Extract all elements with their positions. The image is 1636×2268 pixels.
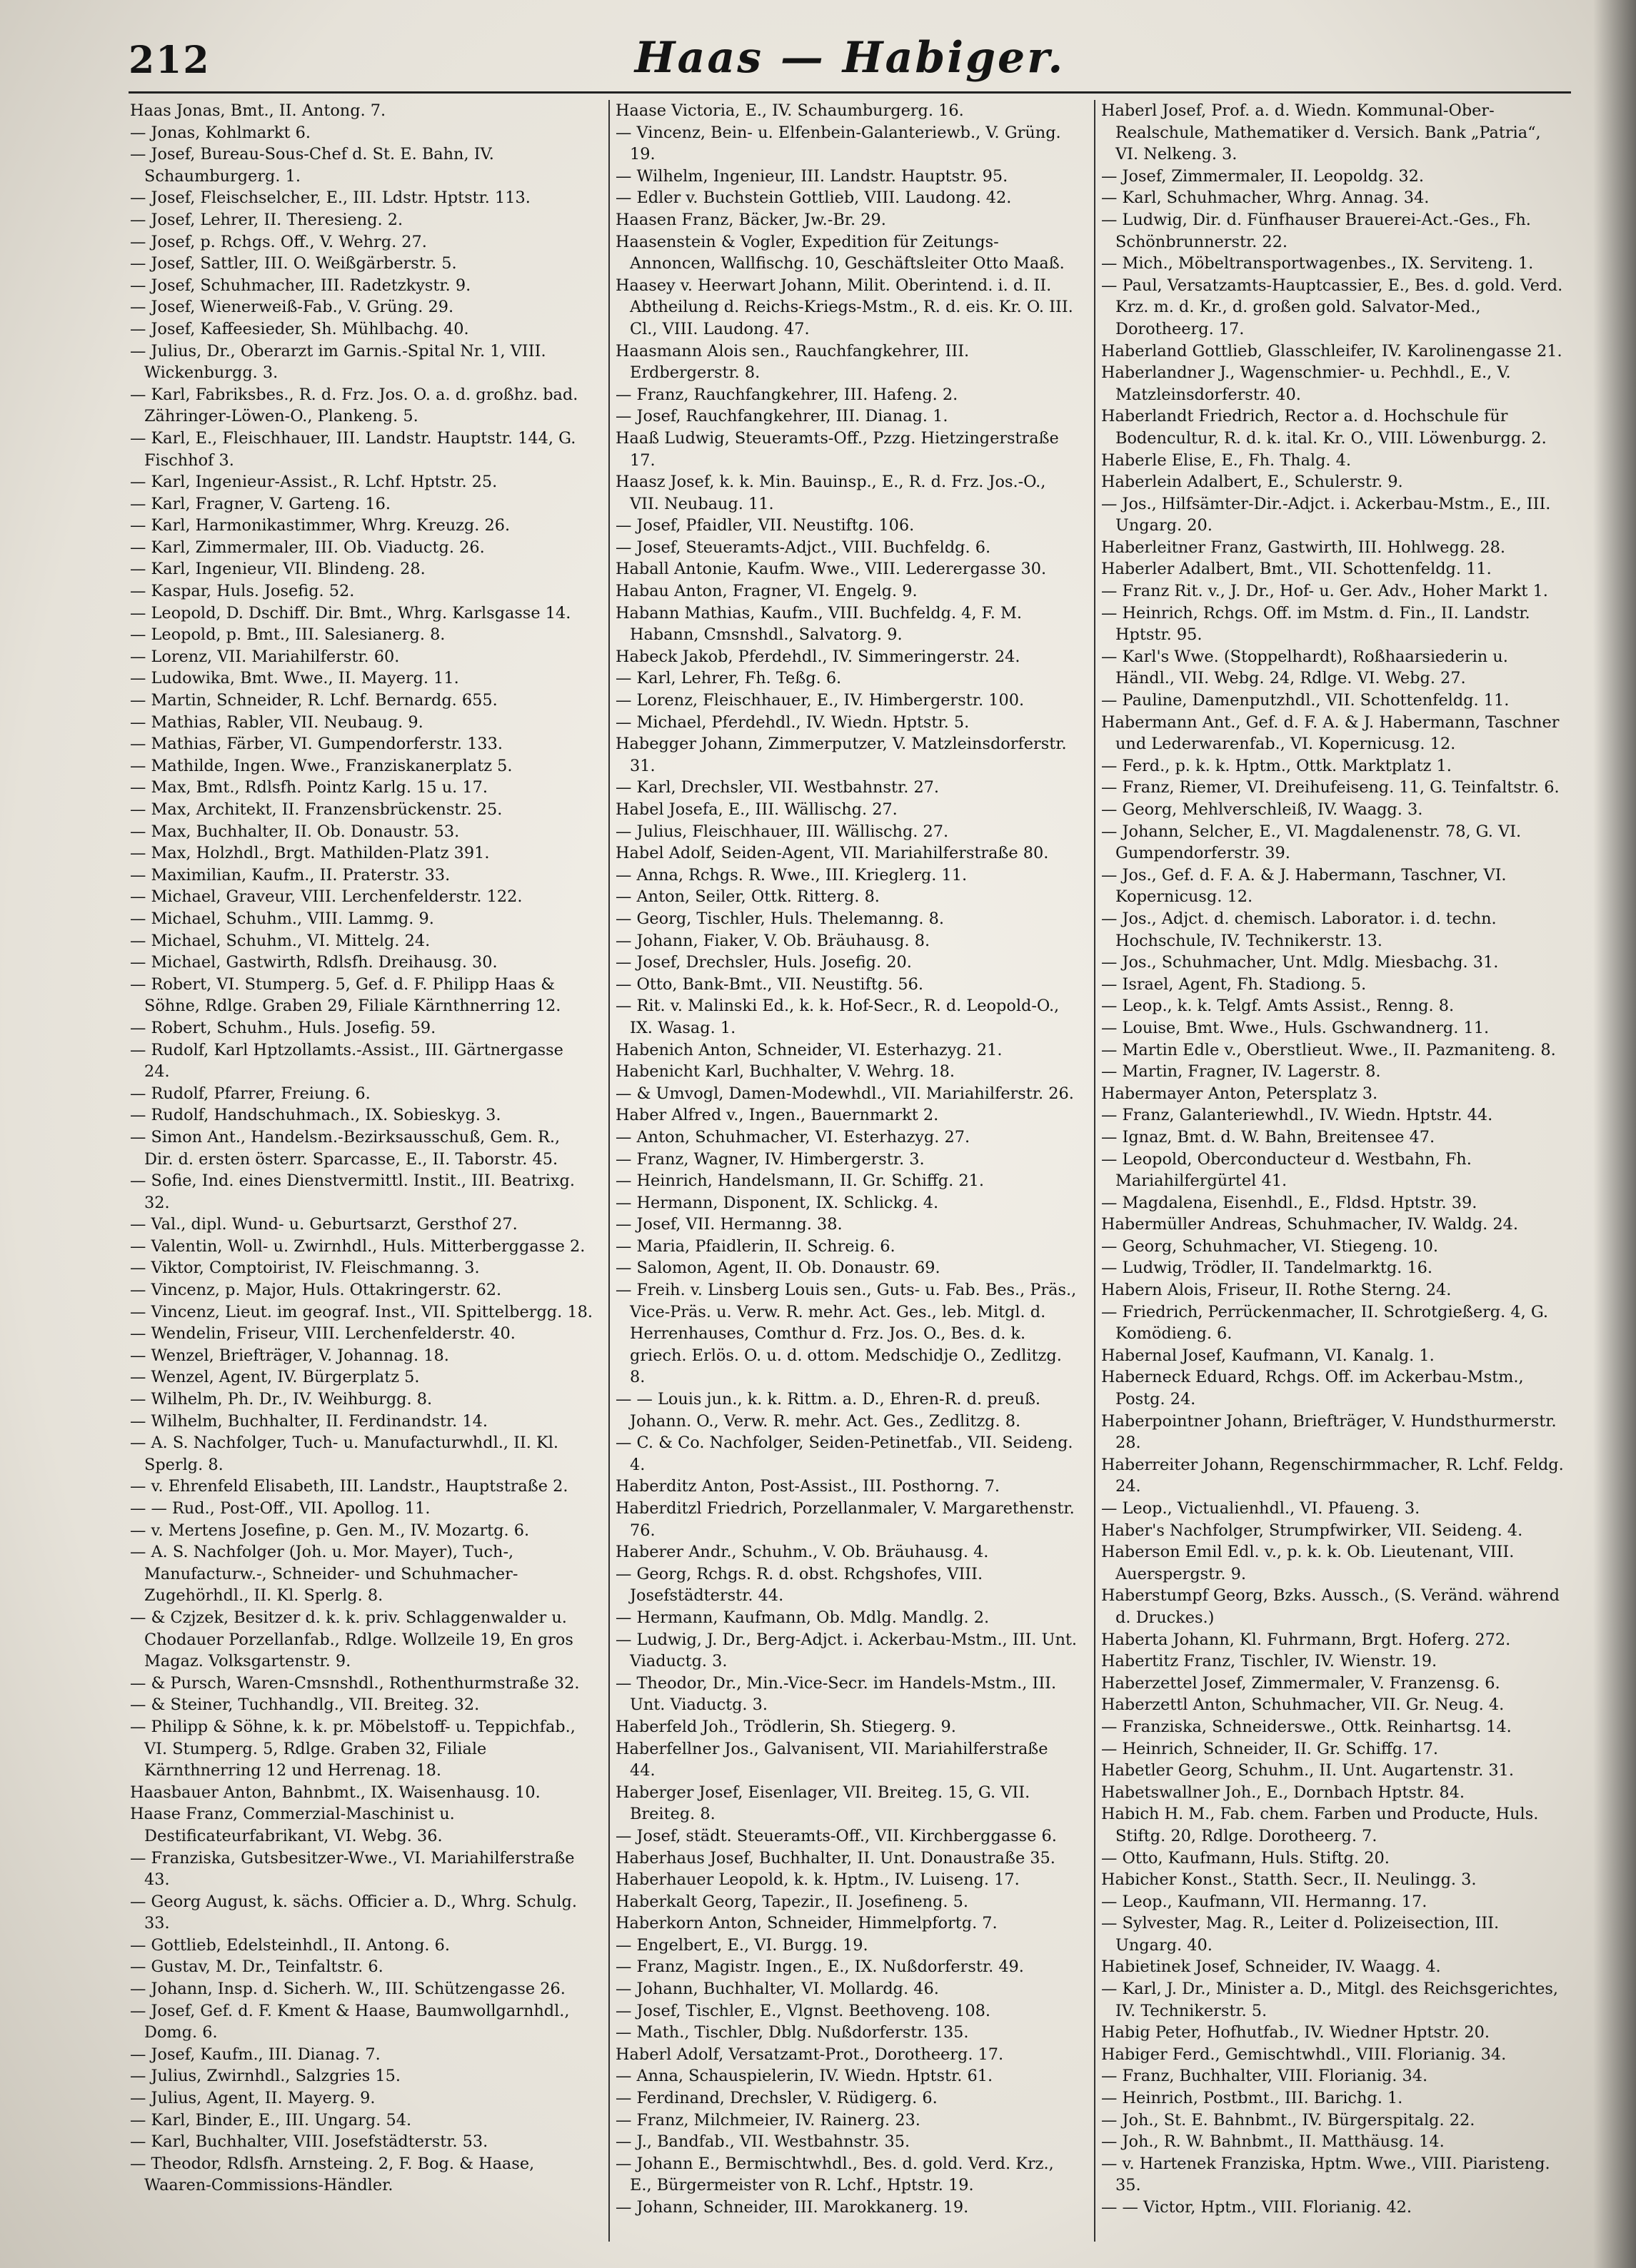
directory-entry: — Sylvester, Mag. R., Leiter d. Polizeisection, III. Ungarg. 40. (1101, 1914, 1500, 1955)
directory-entry: — Georg, Rchgs. R. d. obst. Rchgshofes, VIII. Josefstädterstr. 44. (616, 1564, 983, 1606)
directory-entry: Haball Antonie, Kaufm. Wwe., VIII. Lederergasse 30. (616, 560, 1047, 579)
directory-entry: — Karl, Ingenieur-Assist., R. Lchf. Hptstr. 25. (130, 473, 498, 492)
directory-entry: Habann Mathias, Kaufm., VIII. Buchfeldg. 4, F. M. Habann, Cmsnshdl., Salvatorg. 9. (616, 603, 1022, 645)
directory-entry: — Ludwig, Dir. d. Fünfhauser Brauerei-Act.-Ges., Fh. Schönbrunnerstr. 22. (1101, 210, 1531, 251)
directory-entry: — Josef, Drechsler, Huls. Josefig. 20. (616, 953, 912, 972)
directory-entry: — Max, Holzhdl., Brgt. Mathilden-Platz 391. (130, 844, 490, 863)
directory-entry: — Sofie, Ind. eines Dienstvermittl. Instit., III. Beatrixg. 32. (130, 1171, 575, 1212)
directory-entry: — Heinrich, Rchgs. Off. im Mstm. d. Fin., II. Landstr. Hptstr. 95. (1101, 603, 1530, 645)
directory-entry: Habernal Josef, Kaufmann, VI. Kanalg. 1. (1101, 1346, 1435, 1365)
directory-entry: Habetler Georg, Schuhm., II. Unt. Augartenstr. 31. (1101, 1761, 1514, 1780)
directory-entry: Haberger Josef, Eisenlager, VII. Breiteg. 15, G. VII. Breiteg. 8. (616, 1783, 1030, 1824)
directory-entry: — Josef, Kaufm., III. Dianag. 7. (130, 2045, 381, 2064)
directory-entry: — Edler v. Buchstein Gottlieb, VIII. Laudong. 42. (616, 188, 1012, 208)
page-header (129, 33, 1571, 90)
directory-entry: Haberfeld Joh., Trödlerin, Sh. Stiegerg. 9. (616, 1717, 956, 1736)
directory-entry: — Val., dipl. Wund- u. Geburtsarzt, Gersthof 27. (130, 1215, 518, 1234)
directory-entry: — Rudolf, Karl Hptzollamts.-Assist., III. Gärtnergasse 24. (130, 1040, 563, 1082)
directory-entry: — Josef, Rauchfangkehrer, III. Dianag. 1. (616, 407, 948, 426)
directory-entry: — Otto, Bank-Bmt., VII. Neustiftg. 56. (616, 974, 924, 994)
directory-entry: — Heinrich, Postbmt., III. Barichg. 1. (1101, 2089, 1403, 2108)
directory-entry: — Josef, Steueramts-Adjct., VIII. Buchfeldg. 6. (616, 538, 991, 557)
directory-entry: Haberpointner Johann, Briefträger, V. Hundsthurmerstr. 28. (1101, 1411, 1557, 1453)
directory-entry: Haberkalt Georg, Tapezir., II. Josefineng. 5. (616, 1892, 969, 1911)
directory-entry: — Friedrich, Perrückenmacher, II. Schrotgießerg. 4, G. Komödieng. 6. (1101, 1302, 1549, 1344)
directory-entry: — — Rud., Post-Off., VII. Apollog. 11. (130, 1499, 431, 1518)
directory-entry: Habermayer Anton, Petersplatz 3. (1101, 1084, 1378, 1103)
directory-entry: — Freih. v. Linsberg Louis sen., Guts- u. Fab. Bes., Präs., Vice-Präs. u. Verw. R. mehr. Act. Ges., leb. Mitgl. d. Herrenhauses, Comthur d. Frz. Jos. O., Bes. d. k. griech. Erlös. O. u. d. ottom. Medschidje O., Zedlitzg. 8. (616, 1281, 1077, 1387)
directory-entry: Habenich Anton, Schneider, VI. Esterhazyg. 21. (616, 1040, 1003, 1059)
directory-entry: — C. & Co. Nachfolger, Seiden-Petinetfab., VII. Seideng. 4. (616, 1433, 1073, 1474)
directory-entry: — Robert, VI. Stumperg. 5, Gef. d. F. Philipp Haas & Söhne, Rdlge. Graben 29, Filiale Kärnthnerring 12. (130, 974, 561, 1016)
directory-entry: — Hermann, Disponent, IX. Schlickg. 4. (616, 1193, 939, 1212)
directory-entry: Haberkorn Anton, Schneider, Himmelpfortg. 7. (616, 1914, 998, 1933)
directory-entry: — Vincenz, Lieut. im geograf. Inst., VII. Spittelbergg. 18. (130, 1302, 593, 1321)
directory-entry: — Jos., Gef. d. F. A. & J. Habermann, Taschner, VI. Kopernicusg. 12. (1101, 865, 1507, 907)
directory-entry: Haberer Andr., Schuhm., V. Ob. Bräuhausg. 4. (616, 1543, 989, 1562)
directory-entry: Habegger Johann, Zimmerputzer, V. Matzleinsdorferstr. 31. (616, 735, 1067, 775)
directory-entry: — Karl, Drechsler, VII. Westbahnstr. 27. (616, 778, 940, 797)
directory-entry: — Joh., St. E. Bahnbmt., IV. Bürgerspitalg. 22. (1101, 2110, 1475, 2130)
directory-entry: — Anton, Seiler, Ottk. Ritterg. 8. (616, 887, 880, 907)
directory-entry: — Maximilian, Kaufm., II. Praterstr. 33. (130, 865, 451, 884)
directory-entry: — Maria, Pfaidlerin, II. Schreig. 6. (616, 1236, 895, 1256)
directory-entry: — Ferdinand, Drechsler, V. Rüdigerg. 6. (616, 2089, 938, 2108)
directory-entry: — Mich., Möbeltransportwagenbes., IX. Serviteng. 1. (1101, 254, 1534, 273)
directory-entry: Haas Jonas, Bmt., II. Antong. 7. (130, 101, 386, 120)
directory-entry: — Johann, Buchhalter, VI. Mollardg. 46. (616, 1980, 939, 1999)
directory-entry: — Franz Rit. v., J. Dr., Hof- u. Ger. Adv., Hoher Markt 1. (1101, 582, 1548, 601)
directory-entry: Haase Franz, Commerzial-Maschinist u. Destificateurfabrikant, VI. Webg. 36. (130, 1805, 455, 1845)
directory-entry: Haberhauer Leopold, k. k. Hptm., IV. Luiseng. 17. (616, 1870, 1020, 1890)
directory-entry: — Martin, Schneider, R. Lchf. Bernardg. 655. (130, 691, 498, 710)
column-2 (616, 100, 1078, 2219)
directory-entry: — Michael, Graveur, VIII. Lerchenfelderstr. 122. (130, 887, 523, 907)
directory-entry: — & Czjzek, Besitzer d. k. k. priv. Schlaggenwalder u. Chodauer Porzellanfab., Rdlge. Wollzeile 19, En gros Magaz. Volksgartenstr. 9. (130, 1608, 573, 1671)
directory-entry: — Martin Edle v., Oberstlieut. Wwe., II. Pazmaniteng. 8. (1101, 1040, 1556, 1059)
header-rule (129, 91, 1571, 94)
directory-entry: Haberditz Anton, Post-Assist., III. Posthorng. 7. (616, 1477, 1000, 1496)
directory-entry: — Karl, E., Fleischhauer, III. Landstr. Hauptstr. 144, G. Fischhof 3. (130, 428, 576, 470)
directory-entry: — Michael, Pferdehdl., IV. Wiedn. Hptstr. 5. (616, 712, 970, 732)
directory-entry: — Max, Architekt, II. Franzensbrückenstr. 25. (130, 800, 503, 819)
directory-entry: — Leopold, Oberconducteur d. Westbahn, Fh. Mariahilfergürtel 41. (1101, 1149, 1472, 1191)
directory-entry: — Mathias, Färber, VI. Gumpendorferstr. 133. (130, 735, 503, 754)
directory-entry: — Julius, Zwirnhdl., Salzgries 15. (130, 2067, 401, 2086)
directory-entry: Habich H. M., Fab. chem. Farben und Producte, Huls. Stiftg. 20, Rdlge. Dorotheerg. 7. (1101, 1805, 1539, 1845)
directory-entry: — Ferd., p. k. k. Hptm., Ottk. Marktplatz 1. (1101, 756, 1452, 775)
directory-entry: — Georg August, k. sächs. Officier a. D., Whrg. Schulg. 33. (130, 1892, 577, 1933)
directory-entry: — Josef, Wienerweiß-Fab., V. Grüng. 29. (130, 298, 454, 317)
directory-entry: Haberlandt Friedrich, Rector a. d. Hochschule für Bodencultur, R. d. k. ital. Kr. O., VIII. Löwenburgg. 2. (1101, 407, 1547, 448)
directory-entry: — Georg, Tischler, Huls. Thelemanng. 8. (616, 909, 945, 928)
directory-entry: — Theodor, Rdlsfh. Arnsteing. 2, F. Bog. & Haase, Waaren-Commissions-Händler. (130, 2154, 535, 2195)
directory-entry: — Johann, Selcher, E., VI. Magdalenenstr. 78, G. VI. Gumpendorferstr. 39. (1101, 822, 1522, 863)
directory-entry: — Karl, Schuhmacher, Whrg. Annag. 34. (1101, 188, 1430, 208)
directory-entry: Haberson Emil Edl. v., p. k. k. Ob. Lieutenant, VIII. Auerspergstr. 9. (1101, 1543, 1515, 1583)
directory-entry: Haberfellner Jos., Galvanisent, VII. Mariahilferstraße 44. (616, 1739, 1048, 1780)
directory-entry: — Math., Tischler, Dblg. Nußdorferstr. 135. (616, 2023, 969, 2042)
directory-entry: — Wenzel, Briefträger, V. Johannag. 18. (130, 1346, 449, 1365)
directory-entry: Haberzettl Anton, Schuhmacher, VII. Gr. Neug. 4. (1101, 1695, 1505, 1715)
directory-entry: — Karl, Harmonikastimmer, Whrg. Kreuzg. 26. (130, 516, 511, 535)
directory-entry: — Jos., Adjct. d. chemisch. Laborator. i. d. techn. Hochschule, IV. Technikerstr. 13. (1101, 909, 1497, 950)
directory-entry: Haberland Gottlieb, Glasschleifer, IV. Karolinengasse 21. (1101, 341, 1562, 361)
directory-entry: Haberzettel Josef, Zimmermaler, V. Franzensg. 6. (1101, 1673, 1500, 1693)
directory-entry: Haasmann Alois sen., Rauchfangkehrer, III. Erdbergerstr. 8. (616, 341, 970, 383)
directory-entry: — Ludwig, Trödler, II. Tandelmarktg. 16. (1101, 1259, 1433, 1278)
directory-entry: Haberhaus Josef, Buchhalter, II. Unt. Donaustraße 35. (616, 1848, 1055, 1868)
directory-entry: — Karl, Buchhalter, VIII. Josefstädterstr. 53. (130, 2132, 488, 2152)
directory-entry: — Max, Bmt., Rdlsfh. Pointz Karlg. 15 u. 17. (130, 778, 488, 797)
directory-entry: Haase Victoria, E., IV. Schaumburgerg. 16. (616, 101, 964, 120)
directory-entry: Haberler Adalbert, Bmt., VII. Schottenfeldg. 11. (1101, 560, 1492, 579)
directory-entry: — Ludowika, Bmt. Wwe., II. Mayerg. 11. (130, 669, 459, 688)
directory-entry: — — Victor, Hptm., VIII. Florianig. 42. (1101, 2198, 1412, 2217)
directory-entry: — Wendelin, Friseur, VIII. Lerchenfelderstr. 40. (130, 1324, 516, 1344)
directory-entry: Haasen Franz, Bäcker, Jw.-Br. 29. (616, 210, 886, 229)
directory-entry: Haberleitner Franz, Gastwirth, III. Hohlwegg. 28. (1101, 538, 1505, 557)
directory-entry: — Viktor, Comptoirist, IV. Fleischmanng. 3. (130, 1259, 480, 1278)
directory-entry: — J., Bandfab., VII. Westbahnstr. 35. (616, 2132, 910, 2152)
directory-entry: — Josef, Gef. d. F. Kment & Haase, Baumwollgarnhdl., Domg. 6. (130, 2001, 570, 2042)
directory-entry: — — Louis jun., k. k. Rittm. a. D., Ehren-R. d. preuß. Johann. O., Verw. R. mehr. Act. Ges., Zedlitzg. 8. (616, 1390, 1041, 1431)
directory-entry: — & Umvogl, Damen-Modewhdl., VII. Mariahilferstr. 26. (616, 1084, 1074, 1103)
directory-entry: — Theodor, Dr., Min.-Vice-Secr. im Handels-Mstm., III. Unt. Viaductg. 3. (616, 1673, 1057, 1715)
directory-entry: — v. Ehrenfeld Elisabeth, III. Landstr., Hauptstraße 2. (130, 1477, 568, 1496)
directory-entry: — Vincenz, Bein- u. Elfenbein-Galanteriewb., V. Grüng. 19. (616, 123, 1061, 164)
directory-entry: Haasz Josef, k. k. Min. Bauinsp., E., R. d. Frz. Jos.-O., VII. Neubaug. 11. (616, 473, 1046, 513)
directory-entry: Haasbauer Anton, Bahnbmt., IX. Waisenhausg. 10. (130, 1783, 541, 1802)
column-3 (1101, 100, 1564, 2219)
directory-entry: Habetswallner Joh., E., Dornbach Hptstr. 84. (1101, 1783, 1465, 1802)
column-1 (130, 100, 593, 2197)
directory-entry: — Hermann, Kaufmann, Ob. Mdlg. Mandlg. 2. (616, 1608, 990, 1627)
directory-entry: — Josef, Bureau-Sous-Chef d. St. E. Bahn, IV. Schaumburgerg. 1. (130, 145, 494, 186)
directory-entry: Haasenstein & Vogler, Expedition für Zeitungs-Annoncen, Wallfischg. 10, Geschäftsleiter Otto Maaß. (616, 232, 1065, 273)
directory-entry: — Karl, Zimmermaler, III. Ob. Viaductg. 26. (130, 538, 485, 557)
directory-entry: Haaß Ludwig, Steueramts-Off., Pzzg. Hietzingerstraße 17. (616, 428, 1059, 470)
directory-entry: — Karl, J. Dr., Minister a. D., Mitgl. des Reichsgerichtes, IV. Technikerstr. 5. (1101, 1980, 1559, 2020)
page-shadow-edge (1593, 0, 1636, 2268)
directory-entry: Habel Josefa, E., III. Wällischg. 27. (616, 800, 898, 819)
directory-entry: — Franz, Rauchfangkehrer, III. Hafeng. 2. (616, 385, 958, 404)
directory-entry: — Mathias, Rabler, VII. Neubaug. 9. (130, 712, 423, 732)
directory-entry: Habeck Jakob, Pferdehdl., IV. Simmeringerstr. 24. (616, 647, 1020, 666)
directory-entry: Haber Alfred v., Ingen., Bauernmarkt 2. (616, 1106, 939, 1125)
directory-entry: — Karl's Wwe. (Stoppelhardt), Roßhaarsiederin u. Händl., VII. Webg. 24, Rdlge. VI. Webg. 27. (1101, 647, 1508, 688)
directory-entry: — Josef, städt. Steueramts-Off., VII. Kirchberggasse 6. (616, 1826, 1057, 1845)
directory-entry: — Franz, Riemer, VI. Dreihufeiseng. 11, G. Teinfaltstr. 6. (1101, 778, 1560, 797)
directory-entry: — Julius, Dr., Oberarzt im Garnis.-Spital Nr. 1, VIII. Wickenburgg. 3. (130, 341, 546, 383)
directory-entry: Habertitz Franz, Tischler, IV. Wienstr. 19. (1101, 1652, 1437, 1671)
directory-entry: — Julius, Fleischhauer, III. Wällischg. 27. (616, 822, 949, 841)
directory-entry: — & Steiner, Tuchhandlg., VII. Breiteg. 32. (130, 1695, 480, 1715)
column-divider (1094, 100, 1095, 2242)
directory-entry: — Gottlieb, Edelsteinhdl., II. Antong. 6. (130, 1935, 451, 1955)
directory-entry: Haberlein Adalbert, E., Schulerstr. 9. (1101, 473, 1403, 492)
directory-entry: — Wilhelm, Ingenieur, III. Landstr. Hauptstr. 95. (616, 166, 1008, 186)
directory-entry: — Rudolf, Pfarrer, Freiung. 6. (130, 1084, 371, 1103)
directory-entry: — Max, Buchhalter, II. Ob. Donaustr. 53. (130, 822, 460, 841)
directory-entry: — Wenzel, Agent, IV. Bürgerplatz 5. (130, 1368, 420, 1387)
directory-entry: Haasey v. Heerwart Johann, Milit. Oberintend. i. d. II. Abtheilung d. Reichs-Kriegs-Mstm., R. d. eis. Kr. O. III. Cl., VIII. Laudong. 47. (616, 276, 1073, 338)
directory-entry: — Robert, Schuhm., Huls. Josefig. 59. (130, 1018, 436, 1037)
directory-entry: — Magdalena, Eisenhdl., E., Fldsd. Hptstr. 39. (1101, 1193, 1477, 1212)
directory-entry: — Johann, Fiaker, V. Ob. Bräuhausg. 8. (616, 931, 930, 950)
directory-entry: — Simon Ant., Handelsm.-Bezirksausschuß, Gem. R., Dir. d. ersten österr. Sparcasse, E., II. Taborstr. 45. (130, 1127, 561, 1169)
directory-entry: — Leopold, D. Dschiff. Dir. Bmt., Whrg. Karlsgasse 14. (130, 603, 571, 623)
directory-entry: — Franz, Magistr. Ingen., E., IX. Nußdorferstr. 49. (616, 1957, 1024, 1977)
directory-entry: — Israel, Agent, Fh. Stadiong. 5. (1101, 974, 1367, 994)
directory-entry: — Rudolf, Handschuhmach., IX. Sobieskyg. 3. (130, 1106, 501, 1125)
directory-entry: — Karl, Ingenieur, VII. Blindeng. 28. (130, 560, 426, 579)
directory-entry: — Josef, p. Rchgs. Off., V. Wehrg. 27. (130, 232, 427, 251)
directory-entry: — Salomon, Agent, II. Ob. Donaustr. 69. (616, 1259, 940, 1278)
directory-entry: — Valentin, Woll- u. Zwirnhdl., Huls. Mitterberggasse 2. (130, 1236, 586, 1256)
directory-entry: — & Pursch, Waren-Cmsnshdl., Rothenthurmstraße 32. (130, 1673, 580, 1693)
directory-entry: — Anton, Schuhmacher, VI. Esterhazyg. 27. (616, 1127, 970, 1146)
page-number: 212 (129, 39, 211, 82)
directory-entry: — Michael, Gastwirth, Rdlsfh. Dreihausg. 30. (130, 953, 498, 972)
directory-entry: Habermüller Andreas, Schuhmacher, IV. Waldg. 24. (1101, 1215, 1518, 1234)
directory-entry: — Lorenz, Fleischhauer, E., IV. Himbergerstr. 100. (616, 691, 1025, 710)
directory-entry: — Martin, Fragner, IV. Lagerstr. 8. (1101, 1062, 1381, 1082)
directory-entry: Haberta Johann, Kl. Fuhrmann, Brgt. Hoferg. 272. (1101, 1630, 1511, 1649)
directory-entry: — Josef, Lehrer, II. Theresieng. 2. (130, 210, 403, 229)
directory-entry: Habicher Konst., Statth. Secr., II. Neulingg. 3. (1101, 1870, 1477, 1890)
directory-entry: — Kaspar, Huls. Josefig. 52. (130, 582, 355, 601)
directory-entry: — Joh., R. W. Bahnbmt., II. Matthäusg. 14. (1101, 2132, 1445, 2152)
directory-entry: — Julius, Agent, II. Mayerg. 9. (130, 2089, 376, 2108)
directory-entry: Habermann Ant., Gef. d. F. A. & J. Habermann, Taschner und Lederwarenfab., VI. Kopernicusg. 12. (1101, 712, 1560, 754)
directory-entry: — Franz, Galanteriewhdl., IV. Wiedn. Hptstr. 44. (1101, 1106, 1493, 1125)
directory-entry: Habig Peter, Hofhutfab., IV. Wiedner Hptstr. 20. (1101, 2023, 1490, 2042)
directory-entry: Habiger Ferd., Gemischtwhdl., VIII. Florianig. 34. (1101, 2045, 1507, 2064)
directory-entry: — Mathilde, Ingen. Wwe., Franziskanerplatz 5. (130, 756, 513, 775)
directory-entry: — Anna, Rchgs. R. Wwe., III. Krieglerg. 11. (616, 865, 968, 884)
directory-entry: — Jos., Schuhmacher, Unt. Mdlg. Miesbachg. 31. (1101, 953, 1499, 972)
directory-entry: — Josef, Sattler, III. O. Weißgärberstr. 5. (130, 254, 457, 273)
directory-entry: — Leopold, p. Bmt., III. Salesianerg. 8. (130, 625, 446, 645)
directory-entry: — Franz, Milchmeier, IV. Rainerg. 23. (616, 2110, 920, 2130)
directory-entry: Haberreiter Johann, Regenschirmmacher, R. Lchf. Feldg. 24. (1101, 1455, 1564, 1496)
directory-entry: — Pauline, Damenputzhdl., VII. Schottenfeldg. 11. (1101, 691, 1510, 710)
directory-entry: — Gustav, M. Dr., Teinfaltstr. 6. (130, 1957, 383, 1977)
directory-entry: Haberl Adolf, Versatzamt-Prot., Dorotheerg. 17. (616, 2045, 1004, 2064)
directory-entry: — Josef, Pfaidler, VII. Neustiftg. 106. (616, 516, 915, 535)
directory-entry: Haberstumpf Georg, Bzks. Aussch., (S. Veränd. während d. Druckes.) (1101, 1586, 1560, 1627)
directory-entry: — Josef, Tischler, E., Vlgnst. Beethoveng. 108. (616, 2001, 990, 2020)
directory-entry: — Engelbert, E., VI. Burgg. 19. (616, 1935, 868, 1955)
directory-entry: — Josef, Fleischselcher, E., III. Ldstr. Hptstr. 113. (130, 188, 531, 208)
directory-entry: — Karl, Fabriksbes., R. d. Frz. Jos. O. a. d. großhz. bad. Zähringer-Löwen-O., Plankeng. 5. (130, 385, 578, 426)
directory-entry: — Josef, Zimmermaler, II. Leopoldg. 32. (1101, 166, 1425, 186)
directory-entry: — Karl, Lehrer, Fh. Teßg. 6. (616, 669, 842, 688)
directory-entry: — Leop., Victualienhdl., VI. Pfaueng. 3. (1101, 1499, 1420, 1518)
directory-entry: — Paul, Versatzamts-Hauptcassier, E., Bes. d. gold. Verd. Krz. m. d. Kr., d. großen gold. Salvator-Med., Dorotheerg. 17. (1101, 276, 1563, 338)
directory-entry: — Wilhelm, Buchhalter, II. Ferdinandstr. 14. (130, 1411, 488, 1431)
directory-entry: Habau Anton, Fragner, VI. Engelg. 9. (616, 582, 918, 601)
directory-entry: Haberle Elise, E., Fh. Thalg. 4. (1101, 450, 1352, 470)
directory-entry: — Karl, Binder, E., III. Ungarg. 54. (130, 2110, 412, 2130)
directory-entry: — Johann E., Bermischtwhdl., Bes. d. gold. Verd. Krz., E., Bürgermeister von R. Lchf., Hptstr. 19. (616, 2154, 1054, 2195)
directory-entry: — Ludwig, J. Dr., Berg-Adjct. i. Ackerbau-Mstm., III. Unt. Viaductg. 3. (616, 1630, 1078, 1671)
directory-entry: — v. Hartenek Franziska, Hptm. Wwe., VIII. Piaristeng. 35. (1101, 2154, 1550, 2195)
directory-entry: Habern Alois, Friseur, II. Rothe Sterng. 24. (1101, 1281, 1452, 1300)
directory-entry: — Johann, Schneider, III. Marokkanerg. 19. (616, 2198, 969, 2217)
directory-entry: — Leop., k. k. Telgf. Amts Assist., Renng. 8. (1101, 997, 1455, 1016)
directory-entry: — Franziska, Schneiderswe., Ottk. Reinhartsg. 14. (1101, 1717, 1512, 1736)
directory-entry: — Franz, Wagner, IV. Himbergerstr. 3. (616, 1149, 925, 1169)
directory-entry: Haberneck Eduard, Rchgs. Off. im Ackerbau-Mstm., Postg. 24. (1101, 1368, 1524, 1409)
directory-entry: — v. Mertens Josefine, p. Gen. M., IV. Mozartg. 6. (130, 1521, 530, 1540)
directory-entry: — A. S. Nachfolger (Joh. u. Mor. Mayer), Tuch-, Manufacturw.-, Schneider- und Schuhmacher-Zugehörhdl., II. Kl. Sperlg. 8. (130, 1543, 518, 1606)
directory-entry: — Franziska, Gutsbesitzer-Wwe., VI. Mariahilferstraße 43. (130, 1848, 575, 1890)
directory-entry: — Michael, Schuhm., VIII. Lammg. 9. (130, 909, 434, 928)
directory-entry: Haber's Nachfolger, Strumpfwirker, VII. Seideng. 4. (1101, 1521, 1523, 1540)
directory-entry: — Anna, Schauspielerin, IV. Wiedn. Hptstr. 61. (616, 2067, 993, 2086)
directory-entry: — Josef, Kaffeesieder, Sh. Mühlbachg. 40. (130, 319, 469, 338)
directory-entry: — Heinrich, Handelsmann, II. Gr. Schiffg. 21. (616, 1171, 984, 1191)
directory-entry: — Franz, Buchhalter, VIII. Florianig. 34. (1101, 2067, 1428, 2086)
directory-entry: — A. S. Nachfolger, Tuch- u. Manufacturwhdl., II. Kl. Sperlg. 8. (130, 1433, 559, 1474)
directory-entry: Haberl Josef, Prof. a. d. Wiedn. Kommunal-Ober-Realschule, Mathematiker d. Versich. Bank „Patria“, VI. Nelkeng. 3. (1101, 101, 1541, 164)
directory-entry: Habenicht Karl, Buchhalter, V. Wehrg. 18. (616, 1062, 955, 1082)
directory-entry: — Jonas, Kohlmarkt 6. (130, 123, 311, 142)
directory-entry: Habel Adolf, Seiden-Agent, VII. Mariahilferstraße 80. (616, 844, 1049, 863)
directory-entry: — Johann, Insp. d. Sicherh. W., III. Schützengasse 26. (130, 1980, 566, 1999)
directory-entry: — Philipp & Söhne, k. k. pr. Möbelstoff- u. Teppichfab., VI. Stumperg. 5, Rdlge. Graben 32, Filiale Kärnthnerring 12 und Herrenag. 18. (130, 1717, 576, 1780)
column-divider (608, 100, 610, 2242)
directory-entry: — Josef, VII. Hermanng. 38. (616, 1215, 843, 1234)
directory-entry: — Georg, Schuhmacher, VI. Stiegeng. 10. (1101, 1236, 1438, 1256)
directory-entry: — Leop., Kaufmann, VII. Hermanng. 17. (1101, 1892, 1427, 1911)
directory-entry: — Vincenz, p. Major, Huls. Ottakringerstr. 62. (130, 1281, 502, 1300)
directory-entry: — Josef, Schuhmacher, III. Radetzkystr. 9. (130, 276, 471, 295)
directory-entry: Haberlandner J., Wagenschmier- u. Pechhdl., E., V. Matzleinsdorferstr. 40. (1101, 363, 1511, 404)
directory-entry: — Michael, Schuhm., VI. Mittelg. 24. (130, 931, 431, 950)
directory-entry: — Ignaz, Bmt. d. W. Bahn, Breitensee 47. (1101, 1127, 1435, 1146)
directory-entry: — Jos., Hilfsämter-Dir.-Adjct. i. Ackerbau-Mstm., E., III. Ungarg. 20. (1101, 494, 1551, 535)
running-head: Haas — Habiger. (634, 33, 1065, 83)
directory-entry: — Otto, Kaufmann, Huls. Stiftg. 20. (1101, 1848, 1390, 1868)
directory-entry: — Wilhelm, Ph. Dr., IV. Weihburgg. 8. (130, 1390, 433, 1409)
directory-entry: Haberditzl Friedrich, Porzellanmaler, V. Margarethenstr. 76. (616, 1499, 1075, 1540)
directory-entry: — Heinrich, Schneider, II. Gr. Schiffg. 17. (1101, 1739, 1438, 1758)
directory-entry: Habietinek Josef, Schneider, IV. Waagg. 4. (1101, 1957, 1441, 1977)
directory-entry: — Rit. v. Malinski Ed., k. k. Hof-Secr., R. d. Leopold-O., IX. Wasag. 1. (616, 997, 1060, 1037)
directory-entry: — Lorenz, VII. Mariahilferstr. 60. (130, 647, 400, 666)
directory-entry: — Louise, Bmt. Wwe., Huls. Gschwandnerg. 11. (1101, 1018, 1490, 1037)
directory-entry: — Karl, Fragner, V. Garteng. 16. (130, 494, 391, 513)
directory-entry: — Georg, Mehlverschleiß, IV. Waagg. 3. (1101, 800, 1423, 819)
